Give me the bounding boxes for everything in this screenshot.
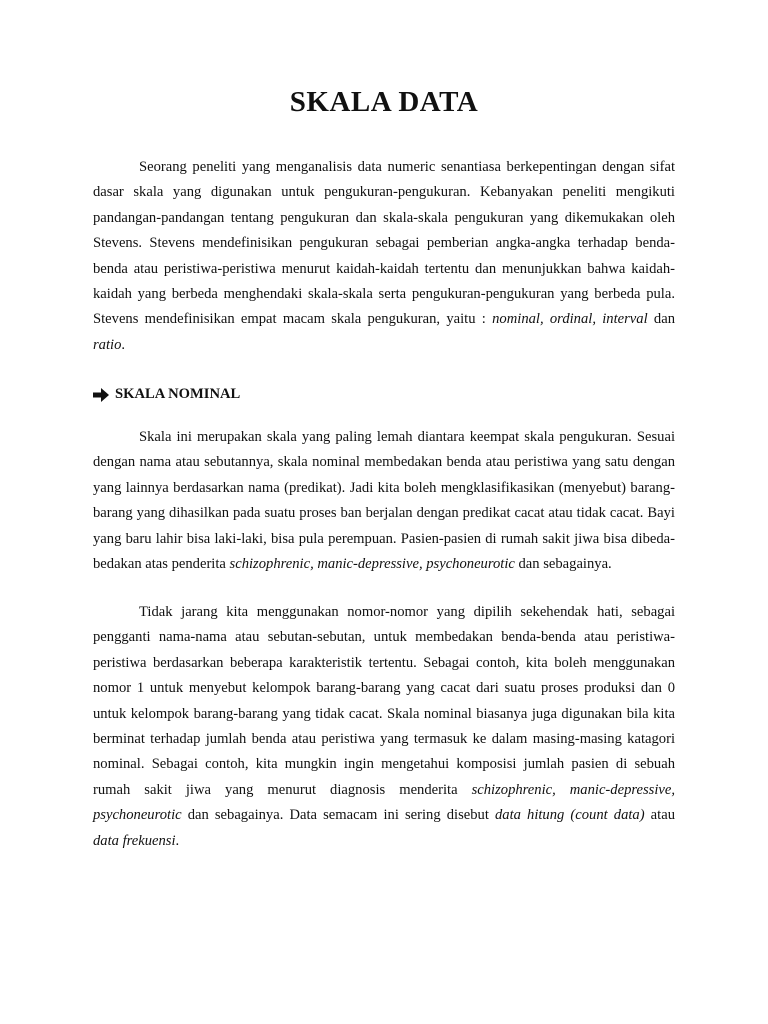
nominal-paragraph-2 — [93, 600, 675, 854]
intro-text-3: . — [121, 336, 126, 353]
intro-italic-ratio: ratio — [93, 336, 122, 353]
page-title: SKALA DATA — [289, 86, 479, 118]
intro-italic-scales: nominal, ordinal, interval — [492, 311, 648, 328]
section-heading-skala-nominal — [93, 383, 240, 405]
nominal-p1-text-2: dan sebagainya. — [514, 556, 612, 573]
nominal-paragraph-1 — [93, 425, 675, 577]
intro-text-2: dan — [647, 311, 675, 328]
nominal-p2-italic-frequency-data: data frekuensi — [93, 832, 176, 849]
nominal-p1-italic-diagnoses: schizophrenic, manic-depressive, psychoneurotic — [229, 556, 515, 573]
nominal-p1-text-1: Skala ini merupakan skala yang paling lemah diantara keempat skala pengukuran. Sesuai dengan nama atau sebutannya, skala nominal membedakan benda atau peristiwa yang satu dengan yang lainnya berdasarkan nama (predikat). Jadi kita boleh mengklasifikasikan (menyebut) barang-barang yang dihasilkan pada suatu proses ban berjalan dengan predikat cacat atau tidak cacat. Bayi yang baru lahir bisa laki-laki, bisa pula perempuan. Pasien-pasien di rumah sakit jiwa bisa dibeda-bedakan atas penderita — [93, 429, 675, 573]
intro-text-1: Seorang peneliti yang menganalisis data numeric senantiasa berkepentingan dengan sifat dasar skala yang digunakan untuk pengukuran-pengukuran. Kebanyakan peneliti mengikuti pandangan-pandangan tentang pengukuran dan skala-skala pengukuran yang dikemukakan oleh Stevens. Stevens mendefinisikan pengukuran sebagai pemberian angka-angka terhadap benda-benda atau peristiwa-peristiwa menurut kaidah-kaidah tertentu dan menunjukkan bahwa kaidah-kaidah yang berbeda menghendaki skala-skala serta pengukuran-pengukuran yang berbeda pula. Stevens mendefinisikan empat macam skala pengukuran, yaitu : — [93, 159, 675, 328]
nominal-p2-italic-diagnoses: schizophrenic, manic-depressive, psychoneurotic — [93, 781, 675, 824]
section-heading-label: SKALA NOMINAL — [115, 386, 241, 402]
nominal-p2-italic-count-data: data hitung (count data) — [494, 807, 645, 824]
right-arrow-icon — [93, 387, 109, 401]
intro-paragraph — [93, 155, 675, 358]
nominal-p2-text-1: Tidak jarang kita menggunakan nomor-nomor yang dipilih sekehendak hati, sebagai pengganti nama-nama atau sebutan-sebutan, untuk membedakan benda-benda atau peristiwa-peristiwa berdasarkan beberapa karakteristik tertentu. Sebagai contoh, kita boleh menggunakan nomor 1 untuk menyebut kelompok barang-barang yang cacat dari suatu proses produksi dan 0 untuk kelompok barang-barang yang tidak cacat. Skala nominal biasanya juga digunakan bila kita berminat terhadap jumlah benda atau peristiwa yang termasuk ke dalam masing-masing katagori nominal. Sebagai contoh, kita mungkin ingin mengetahui komposisi jumlah pasien di sebuah rumah sakit jiwa yang menurut diagnosis menderita — [93, 604, 675, 798]
nominal-p2-text-4: . — [175, 832, 180, 849]
nominal-p2-text-3: atau — [644, 807, 675, 824]
nominal-p2-text-2: dan sebagainya. Data semacam ini sering disebut — [181, 807, 495, 824]
